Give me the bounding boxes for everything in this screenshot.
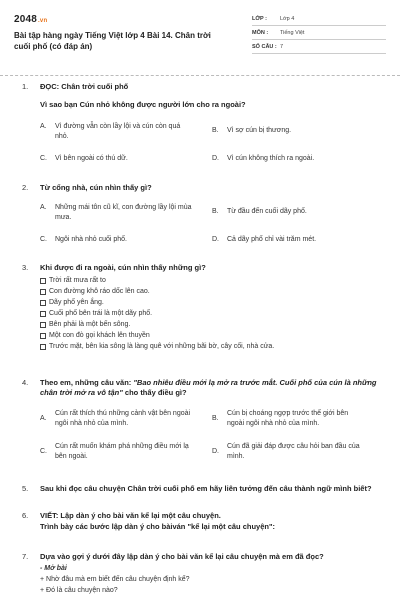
checkbox[interactable] bbox=[40, 278, 46, 284]
question-7 bbox=[22, 552, 382, 598]
header-divider bbox=[0, 75, 400, 77]
section-title: ĐỌC: Chân trời cuối phố bbox=[40, 82, 129, 91]
question-6 bbox=[22, 511, 382, 535]
checkbox[interactable] bbox=[40, 322, 46, 328]
checkbox-item[interactable]: Con đường khô ráo dốc lên cao. bbox=[40, 286, 360, 297]
question-subtext: Trình bày các bước lập dàn ý cho bàiván "kể lại một câu chuyện": bbox=[40, 522, 276, 531]
meta-row-count bbox=[252, 40, 386, 54]
outline-line: - Mở bài bbox=[40, 565, 67, 572]
meta-table bbox=[252, 12, 386, 54]
question-2: 2. Từ cổng nhà, cún nhìn thấy gì? A. Những mái tôn cũ kĩ, con đường lầy lội mùa mưa. B. Từ đầu đến cuối dãy phố. C. Ngôi nhà nhỏ cuối phố. D. Cả dãy phố chỉ vài trăm mét. bbox=[22, 183, 382, 253]
meta-row-class bbox=[252, 12, 386, 26]
meta-label: MÔN : bbox=[252, 29, 269, 36]
question-3 bbox=[22, 263, 382, 363]
logo-number: 2048 bbox=[14, 14, 38, 25]
meta-value: 7 bbox=[280, 43, 284, 50]
question-number: 6. bbox=[22, 511, 29, 520]
question-text: Từ cổng nhà, cún nhìn thấy gì? bbox=[40, 183, 152, 192]
checkbox[interactable] bbox=[40, 344, 46, 350]
meta-row-subject bbox=[252, 26, 386, 40]
question-1: 1. ĐỌC: Chân trời cuối phố Vì sao bạn Cún nhỏ không được người lớn cho ra ngoài? A. Vì đường vẫn còn lầy lội và cún còn quá nhỏ. B. Vì sợ cún bị thương. C. Vì bên ngoài có thú dữ. D. Vì cún không thích ra ngoài. bbox=[22, 82, 382, 172]
question-number: 1. bbox=[22, 82, 29, 91]
question-text: Khi được đi ra ngoài, cún nhìn thấy những gì? bbox=[40, 263, 206, 272]
question-4: 4. Theo em, những câu văn: "Bao nhiêu điều mới lạ mở ra trước mắt. Cuối phố của cún là những chân trời mở ra vô tận" cho thấy điều gì? A. Cún rất thích thú những cảnh vật bên ngoài ngôi nhà nhỏ của mình. B. Cún bị choáng ngợp trước thế giới bên ngoài ngôi nhà nhỏ của mình. C. Cún rất muốn khám phá những điều mới lạ bên ngoài. D. Cún đã giải đáp được câu hỏi ban đầu của mình. bbox=[22, 378, 382, 473]
question-number: 2. bbox=[22, 183, 29, 192]
meta-label: SỐ CÂU : bbox=[252, 43, 277, 50]
question-number: 5. bbox=[22, 484, 29, 493]
meta-value: Lớp 4 bbox=[280, 15, 295, 22]
question-text: Sau khi đọc câu chuyện Chân trời cuối phố em hãy liên tưởng đến câu thành ngữ mình biết? bbox=[40, 484, 372, 493]
outline-lines bbox=[40, 563, 380, 596]
checkbox-item[interactable]: Cuối phố bên trái là một dãy phố. bbox=[40, 308, 360, 319]
question-text: Dựa vào gợi ý dưới đây lập dàn ý cho bài văn kể lại câu chuyện mà em đã đọc? bbox=[40, 552, 324, 561]
meta-value: Tiếng Việt bbox=[280, 29, 305, 36]
question-text: VIẾT: Lập dàn ý cho bài văn kể lại một câu chuyện. bbox=[40, 511, 221, 520]
question-number: 3. bbox=[22, 263, 29, 272]
checkbox[interactable] bbox=[40, 333, 46, 339]
question-number: 7. bbox=[22, 552, 29, 561]
outline-line: + Nhờ đâu mà em biết đến câu chuyện định kể? bbox=[40, 576, 190, 583]
question-5 bbox=[22, 484, 382, 498]
site-logo[interactable] bbox=[14, 14, 47, 25]
checkbox-item[interactable]: Dãy phố yên ắng. bbox=[40, 297, 360, 308]
checkbox-item[interactable]: Bên phải là một bến sông. bbox=[40, 319, 360, 330]
logo-suffix: .vn bbox=[38, 18, 48, 24]
document-title: Bài tập hàng ngày Tiếng Việt lớp 4 Bài 14. Chân trời cuối phố (có đáp án) bbox=[14, 31, 211, 51]
header bbox=[14, 12, 386, 70]
checkbox-item[interactable]: Trời rất mưa rất to bbox=[40, 275, 360, 286]
checkbox[interactable] bbox=[40, 289, 46, 295]
checkbox[interactable] bbox=[40, 311, 46, 317]
checkbox-item[interactable]: Một con đò gọi khách lên thuyền bbox=[40, 330, 360, 341]
question-text: Vì sao bạn Cún nhỏ không được người lớn cho ra ngoài? bbox=[40, 100, 246, 109]
checkbox-item[interactable]: Trước mặt, bên kia sông là làng quê với những bãi bờ, cây cối, nhà cửa. bbox=[40, 341, 360, 352]
checkbox-list bbox=[40, 275, 360, 352]
meta-label: LỚP : bbox=[252, 15, 267, 22]
outline-line: + Đó là câu chuyện nào? bbox=[40, 587, 118, 594]
question-text: Theo em, những câu văn: "Bao nhiêu điều mới lạ mở ra trước mắt. Cuối phố của cún là những chân trời mở ra vô tận" cho thấy điều gì? bbox=[40, 378, 377, 397]
checkbox[interactable] bbox=[40, 300, 46, 306]
question-number: 4. bbox=[22, 378, 29, 387]
